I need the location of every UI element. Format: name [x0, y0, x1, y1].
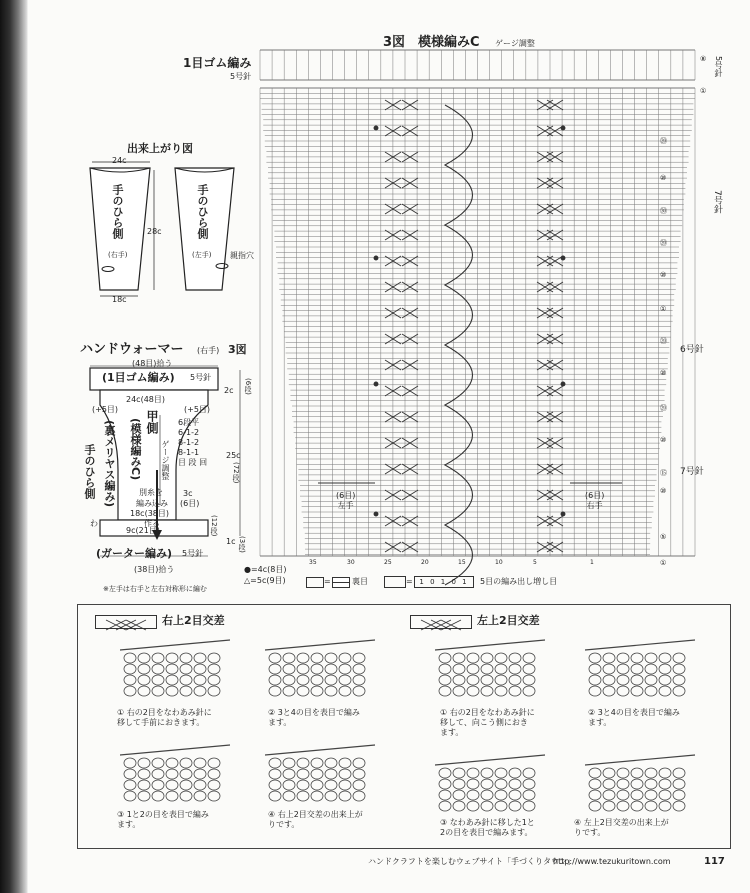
- increase-row: 8-1-1: [178, 448, 200, 457]
- warmer-top-pickup: (48目)拾う: [132, 359, 173, 368]
- legend-eq: =: [324, 577, 331, 586]
- stitch-number: 30: [347, 559, 355, 566]
- row-marker: ㉚: [660, 207, 667, 215]
- legend-eq2: =: [406, 577, 413, 586]
- row-marker: ⑳: [660, 337, 667, 345]
- legend-purl-text: 裏目: [352, 577, 368, 586]
- row-marker: ⑩: [660, 369, 667, 377]
- warmer-rib-rows: (6段): [244, 378, 252, 395]
- warmer-rib-height: 2c: [224, 386, 234, 395]
- stitch-number: 35: [309, 559, 317, 566]
- increase-row: 6-1-2: [178, 428, 200, 437]
- rib-label: 1目ゴム編み: [183, 56, 252, 70]
- warmer-knit-in: 編み込み: [136, 499, 168, 508]
- warmer-rib: (1目ゴム編み): [102, 371, 175, 384]
- increase-row: 6段平: [178, 418, 200, 427]
- row-marker: ⑧: [700, 55, 707, 63]
- warmer-length: 25c: [226, 451, 241, 460]
- row-marker: ⑳: [660, 239, 667, 247]
- warmer-garter-needle: 5号針: [182, 549, 204, 558]
- row-marker: ⑩: [660, 487, 667, 495]
- row-marker: ①: [660, 559, 667, 567]
- needle-7b-annot: 7号針: [680, 467, 704, 477]
- step-left-1: ① 右の2目をなわあみ針に 移して、向こう側におき ます。: [440, 708, 535, 737]
- warmer-thumb-6: (6目): [180, 499, 200, 508]
- warmer-waste-width: 18c(38目): [130, 509, 169, 518]
- warmer-bullet-1: ●=4c(8目): [244, 565, 287, 574]
- warmer-waste-yarn: 別糸を: [139, 488, 163, 497]
- warmer-bottom-pickup: (38目)拾う: [134, 565, 175, 574]
- step-left-3: ③ なわあみ針に移した1と 2の目を表目で編みます。: [440, 818, 535, 837]
- stitch-number: 25: [384, 559, 392, 566]
- increase-row: 目 段 回: [178, 458, 208, 467]
- needle-5-annot: 5号針: [714, 56, 723, 78]
- warmer-back: 甲側: [145, 410, 159, 434]
- warmer-garter-rows: (3段): [238, 536, 246, 553]
- warmer-garter-height: 1c: [226, 537, 236, 546]
- chart-title-sub: ゲージ調整: [495, 39, 535, 48]
- warmer-plus5-right: (+5目): [184, 405, 211, 414]
- warmer-title-suffix: (右手): [197, 346, 220, 355]
- legend-yo-text: 5目の編み出し増し目: [480, 577, 558, 586]
- warmer-title: ハンドウォーマー: [80, 342, 184, 357]
- page-number: 117: [704, 856, 725, 867]
- row-marker: ⑮: [660, 469, 667, 477]
- row-marker: ①: [700, 87, 707, 95]
- finished-title: 出来上がり図: [127, 142, 193, 155]
- warmer-thumb-3c: 3c: [183, 489, 193, 498]
- warmer-palm: 手のひら側: [83, 444, 96, 499]
- warmer-pattern-c: (模様編みC): [129, 418, 142, 481]
- finished-thumb-hole: 親指穴: [230, 251, 254, 260]
- row-marker: ①: [660, 305, 667, 313]
- chart-left-hand-label: (6目) 左手: [336, 491, 356, 510]
- warmer-reverse-stockinette: (裏メリヤス編み): [103, 420, 116, 508]
- warmer-width: 24c(48目): [126, 395, 165, 404]
- finished-top-width: 24c: [112, 156, 127, 165]
- warmer-note: ※左手は右手と左右対称形に編む: [103, 585, 207, 593]
- left-cross-title: 左上2目交差: [477, 614, 540, 627]
- right-cross-title: 右上2目交差: [162, 614, 225, 627]
- row-marker: ⑩: [660, 436, 667, 444]
- warmer-plus5-left: (+5目): [92, 405, 119, 414]
- step-left-2: ② 3と4の目を表目で編み ます。: [588, 708, 680, 727]
- warmer-figure-no: 3図: [228, 343, 247, 356]
- warmer-length-rows: (72段): [232, 462, 240, 484]
- row-marker: ⑳: [660, 137, 667, 145]
- step-right-2: ② 3と4の目を表目で編み ます。: [268, 708, 360, 727]
- warmer-make: 作る: [144, 519, 160, 528]
- rib-needle: 5号針: [230, 72, 252, 81]
- row-marker: ⑳: [660, 404, 667, 412]
- step-right-3: ③ 1と2の目を表目で編み ます。: [117, 810, 209, 829]
- stitch-number: 1: [590, 559, 594, 566]
- finished-left-hand: (左手): [192, 251, 212, 259]
- stitch-number: 20: [421, 559, 429, 566]
- finished-palm-left: 手のひら側: [196, 184, 209, 239]
- chart-title: 3図 模様編みC: [383, 35, 480, 50]
- warmer-bottom-rows-12: (12段): [210, 515, 218, 537]
- step-right-1: ① 右の2目をなわあみ針に 移して手前におきます。: [117, 708, 212, 727]
- warmer-gauge-adjust: ゲージ調整: [161, 440, 170, 480]
- row-marker: ⑩: [660, 271, 667, 279]
- finished-right-hand: (右手): [108, 251, 128, 259]
- warmer-garter: (ガーター編み): [96, 547, 173, 560]
- legend-yo-pattern: 1 0 1 0 1: [414, 576, 474, 588]
- warmer-bottom-width: 9c(21目): [126, 526, 160, 535]
- stitch-number: 10: [495, 559, 503, 566]
- stitch-number: 15: [458, 559, 466, 566]
- finished-bottom-width: 18c: [112, 295, 127, 304]
- chart-right-hand-label: (6目) 右手: [585, 491, 605, 510]
- needle-7a-annot: 7号針: [712, 190, 722, 214]
- footer-url[interactable]: http://www.tezukuritown.com: [553, 857, 671, 866]
- needle-6-annot: 6号針: [680, 345, 704, 355]
- warmer-bullet-2: △=5c(9目): [244, 576, 286, 585]
- finished-palm-right: 手のひら側: [111, 184, 124, 239]
- increase-row: 8-1-2: [178, 438, 200, 447]
- warmer-wa: わ: [90, 519, 98, 528]
- warmer-rib-needle: 5号針: [190, 373, 212, 382]
- finished-length: 28c: [147, 227, 162, 236]
- stitch-number: 5: [533, 559, 537, 566]
- row-marker: ⑩: [660, 174, 667, 182]
- row-marker: ⑤: [660, 533, 667, 541]
- step-right-4: ④ 右上2目交差の出来上が りです。: [268, 810, 363, 829]
- footer-text: ハンドクラフトを楽しむウェブサイト「手づくりタウン」: [368, 857, 575, 866]
- step-left-4: ④ 左上2目交差の出来上が りです。: [574, 818, 669, 837]
